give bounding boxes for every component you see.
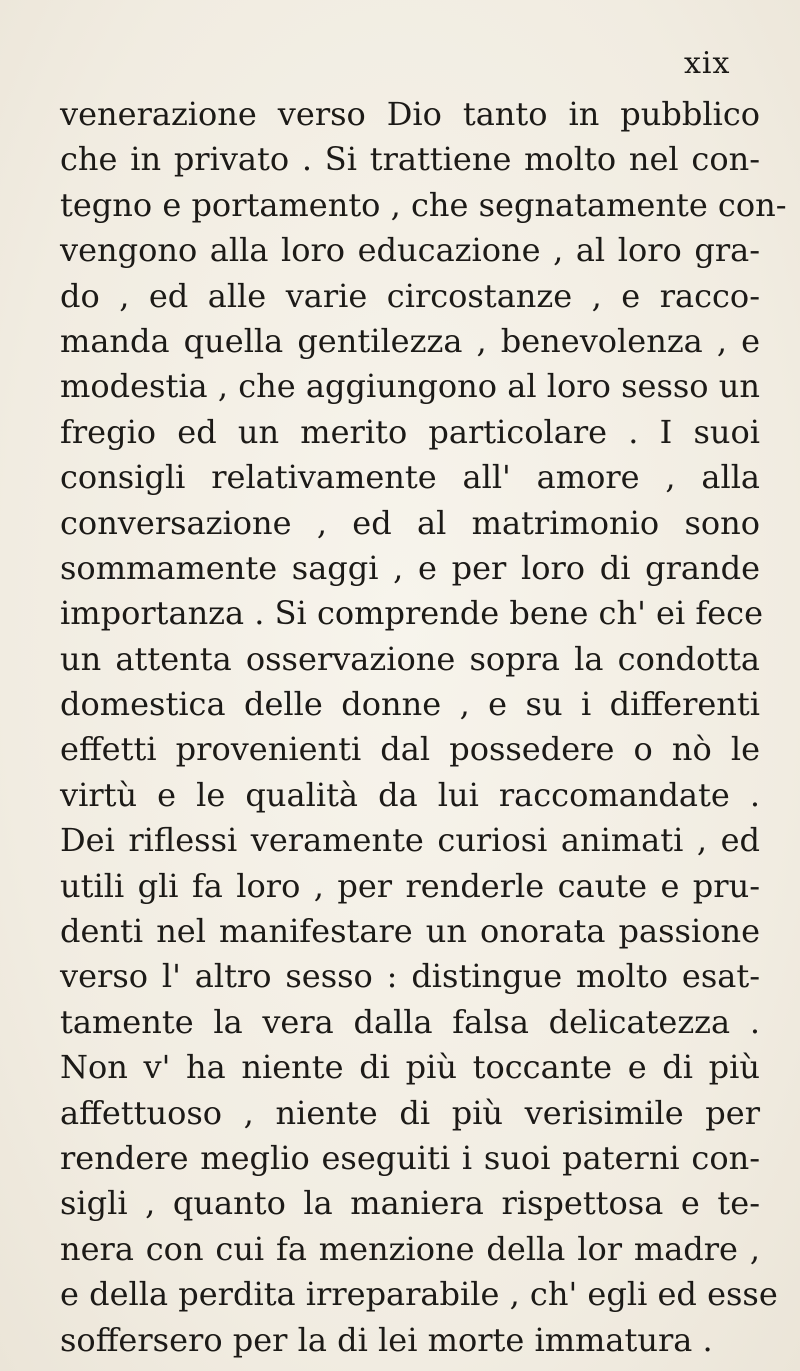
text-line: sommamente saggi , e per loro di grande xyxy=(60,548,760,587)
text-line: manda quella gentilezza , benevolenza , e xyxy=(60,321,760,360)
text-line: nera con cui fa menzione della lor madre , xyxy=(60,1229,760,1268)
text-line: Dei riflessi veramente curiosi animati , ed xyxy=(60,821,760,860)
text-line: utili gli fa loro , per renderle caute e pru- xyxy=(60,866,760,905)
text-line: e della perdita irreparabile , ch' egli ed esse xyxy=(60,1275,778,1314)
text-line: venerazione verso Dio tanto in pubblico xyxy=(60,95,760,133)
text-line: rendere meglio eseguiti i suoi paterni con- xyxy=(60,1138,760,1177)
text-line: Non v' ha niente di più toccante e di più xyxy=(60,1048,760,1087)
text-line: importanza . Si comprende bene ch' ei fece xyxy=(60,594,764,633)
text-line: tamente la vera dalla falsa delicatezza . xyxy=(60,1002,760,1041)
page-number: xix xyxy=(684,46,731,81)
text-line: conversazione , ed al matrimonio sono xyxy=(60,503,760,542)
text-line: fregio ed un merito particolare . I suoi xyxy=(60,412,760,451)
text-line: denti nel manifestare un onorata passione xyxy=(60,912,760,951)
text-line: modestia , che aggiungono al loro sesso un xyxy=(60,367,760,406)
text-line: domestica delle donne , e su i differenti xyxy=(60,685,760,724)
text-line: virtù e le qualità da lui raccomandate . xyxy=(60,775,760,814)
text-line: vengono alla loro educazione , al loro gra- xyxy=(60,231,760,270)
text-line: effetti provenienti dal possedere o nò le xyxy=(60,730,760,769)
text-line: verso l' altro sesso : distingue molto esat- xyxy=(60,957,760,996)
text-line: affettuoso , niente di più verisimile per xyxy=(60,1093,760,1132)
text-line: consigli relativamente all' amore , alla xyxy=(60,458,760,497)
text-line: che in privato . Si trattiene molto nel con- xyxy=(60,140,760,179)
text-line: un attenta osservazione sopra la condotta xyxy=(60,639,760,678)
text-line: tegno e portamento , che segnatamente con- xyxy=(60,185,787,224)
text-line: do , ed alle varie circostanze , e racco- xyxy=(60,276,760,315)
text-line: sigli , quanto la maniera rispettosa e te- xyxy=(60,1184,760,1223)
text-line: soffersero per la di lei morte immatura . xyxy=(60,1320,713,1359)
body-text xyxy=(60,92,787,1363)
